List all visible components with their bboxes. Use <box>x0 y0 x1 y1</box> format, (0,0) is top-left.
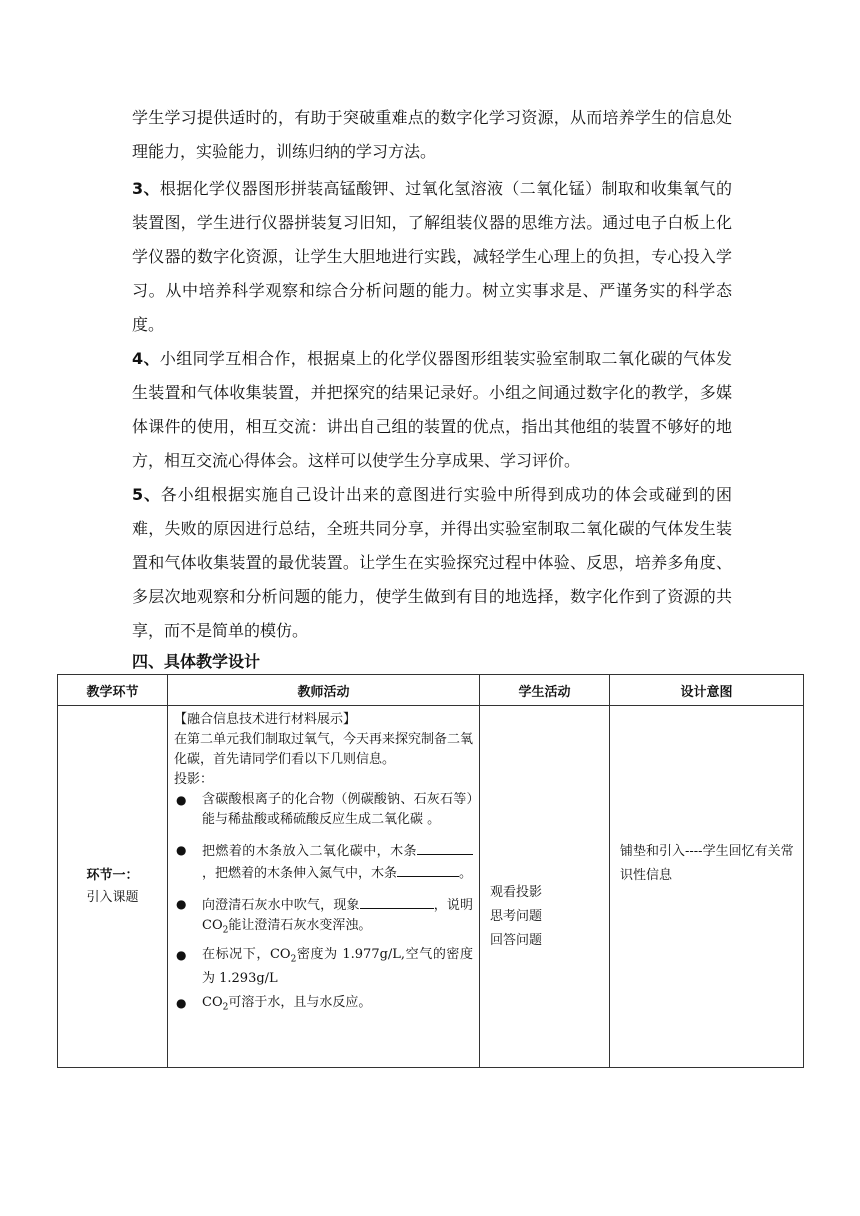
list-item-text: 在标况下，CO <box>202 946 291 962</box>
design-intent-cell <box>610 706 804 1068</box>
list-item <box>174 945 473 990</box>
student-activity: 思考问题 <box>490 908 543 924</box>
teaching-design-table <box>57 674 804 1068</box>
subscript: 2 <box>222 925 229 936</box>
stage-name: 引入课题 <box>86 889 139 905</box>
info-list <box>174 790 473 1018</box>
table-row <box>58 706 804 1068</box>
list-item <box>174 894 473 941</box>
list-item-text: 把燃着的木条放入二氧化碳中，木条 <box>202 844 417 859</box>
teacher-projection-label: 投影： <box>174 772 214 787</box>
header-student-activity: 学生活动 <box>480 675 610 706</box>
item-number: 5、 <box>132 485 161 504</box>
teacher-section-title: 【融合信息技术进行材料展示】 <box>174 712 357 727</box>
list-item-text: 含碳酸根离子的化合物（例碳酸钠、石灰石等）能与稀盐酸或稀硫酸反应生成二氧化碳 。 <box>202 792 473 827</box>
table-header-row <box>58 675 804 706</box>
subscript: 2 <box>222 1002 229 1013</box>
paragraph-text: 根据化学仪器图形拼装高锰酸钾、过氧化氢溶液（二氧化锰）制取和收集氧气的装置图，学生进行仪器拼装复习旧知，了解组装仪器的思维方法。通过电子白板上化学仪器的数字化资源，让学生大胆地进行实践，减轻学生心理上的负担，专心投入学习。从中培养科学观察和综合分析问题的能力。树立实事求是、严谨务实的科学态度。 <box>132 179 732 334</box>
fill-blank <box>397 862 459 877</box>
list-item-text: ，说明 CO <box>202 898 473 933</box>
list-item <box>174 840 473 884</box>
teacher-activity-cell <box>168 706 480 1068</box>
list-item-text: CO <box>202 995 223 1011</box>
section-heading: 四、具体教学设计 <box>132 652 261 671</box>
stage-cell <box>58 706 168 1068</box>
list-item-text: 。 <box>459 866 473 881</box>
stage-title: 环节一： <box>86 867 139 883</box>
list-item <box>174 993 473 1018</box>
list-item-text: ，把燃着的木条伸入氮气中，木条 <box>202 866 398 881</box>
paragraph-item-5 <box>132 478 732 648</box>
design-intent-text: 铺垫和引入----学生回忆有关常识性信息 <box>620 843 794 883</box>
list-item-text: 向澄清石灰水中吹气，现象 <box>202 898 360 913</box>
paragraph-item-3 <box>132 172 732 342</box>
paragraph-continued <box>132 101 732 169</box>
list-item <box>174 790 473 830</box>
item-number: 3、 <box>132 179 160 198</box>
fill-blank <box>360 894 434 909</box>
teacher-intro: 在第二单元我们制取过氧气，今天再来探究制备二氧化碳，首先请同学们看以下几则信息。 <box>174 732 474 767</box>
paragraph-text: 小组同学互相合作，根据桌上的化学仪器图形组装实验室制取二氧化碳的气体发生装置和气体收集装置，并把探究的结果记录好。小组之间通过数字化的教学，多媒体课件的使用，相互交流：讲出自己组的装置的优点，指出其他组的装置不够好的地方，相互交流心得体会。这样可以使学生分享成果、学习评价。 <box>132 349 732 470</box>
item-number: 4、 <box>132 349 160 368</box>
paragraph-item-4 <box>132 342 732 478</box>
fill-blank <box>417 840 473 855</box>
header-teacher-activity: 教师活动 <box>168 675 480 706</box>
student-activity: 回答问题 <box>490 932 543 948</box>
header-stage: 教学环节 <box>58 675 168 706</box>
subscript: 2 <box>290 954 297 965</box>
list-item-text: 密度为 1.977g/L,空气的密度为 1.293g/L <box>202 946 473 987</box>
list-item-text: 能让澄清石灰水变浑浊。 <box>228 918 372 933</box>
list-item-text: 可溶于水，且与水反应。 <box>228 995 372 1011</box>
header-design-intent: 设计意图 <box>610 675 804 706</box>
paragraph-text: 学生学习提供适时的，有助于突破重难点的数字化学习资源，从而培养学生的信息处理能力，实验能力，训练归纳的学习方法。 <box>132 108 732 161</box>
student-activity-cell <box>480 706 610 1068</box>
paragraph-text: 各小组根据实施自己设计出来的意图进行实验中所得到成功的体会或碰到的困难，失败的原因进行总结，全班共同分享，并得出实验室制取二氧化碳的气体发生装置和气体收集装置的最优装置。让学生在实验探究过程中体验、反思，培养多角度、多层次地观察和分析问题的能力，使学生做到有目的地选择，数字化作到了资源的共享，而不是简单的模仿。 <box>132 485 732 640</box>
student-activity: 观看投影 <box>490 884 543 900</box>
